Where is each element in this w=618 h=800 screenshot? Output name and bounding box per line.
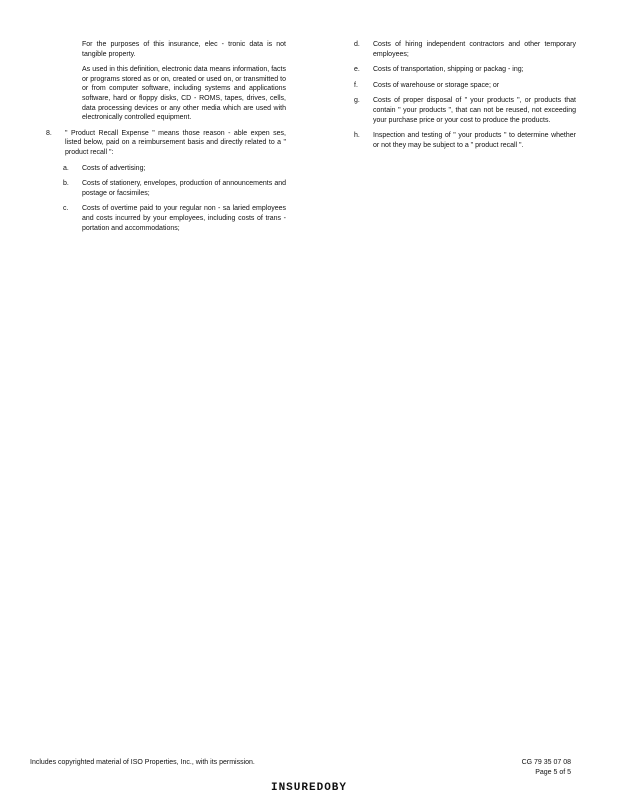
right-column xyxy=(354,40,576,156)
list-item-marker: a. xyxy=(63,164,69,172)
list-item-marker: e. xyxy=(354,66,360,74)
list-item-text: Costs of proper disposal of " your products ", or products that contain " your products ", that can not be reused, not exceeding your purchase price or your cost to produce the products. xyxy=(373,97,576,124)
footer-copyright: Includes copyrighted material of ISO Properties, Inc., with its permission. xyxy=(30,759,255,766)
intro-paragraph-2: As used in this definition, electronic data means information, facts or programs stored as or on, created or used on, or transmitted to or from computer software, including systems and applications software, hard or floppy disks, CD - ROMS, tapes, drives, cells, data processing devices or any other media which are used with electronically controlled equipment. xyxy=(82,66,286,122)
expense-list-left xyxy=(63,164,286,234)
list-item-marker: g. xyxy=(354,97,360,105)
intro-paragraph-1: For the purposes of this insurance, elec - tronic data is not tangible property. xyxy=(82,41,286,58)
list-item-marker: d. xyxy=(354,41,360,48)
list-item xyxy=(354,40,576,59)
definition-marker: 8. xyxy=(46,129,52,137)
list-item xyxy=(354,81,576,91)
list-item-marker: h. xyxy=(354,132,360,140)
list-item xyxy=(354,131,576,150)
list-item-marker: c. xyxy=(63,205,69,213)
footer-form-info xyxy=(522,758,571,778)
list-item-marker: f. xyxy=(354,81,358,89)
list-item xyxy=(354,96,576,125)
list-item xyxy=(354,65,576,75)
definition-item xyxy=(46,129,286,158)
list-item-text: Costs of warehouse or storage space; or xyxy=(373,81,500,89)
page-number: Page 5 of 5 xyxy=(535,769,571,776)
list-item-text: Costs of transportation, shipping or packag - ing; xyxy=(373,66,524,74)
list-item-marker: b. xyxy=(63,180,69,188)
list-item xyxy=(63,164,286,174)
list-item-text: Costs of overtime paid to your regular non - sa laried employees and costs incurred by your employees, including costs of trans - portation and accommodations; xyxy=(82,205,286,232)
list-item xyxy=(63,204,286,233)
watermark: INSUREDOBY xyxy=(270,782,347,794)
form-id: CG 79 35 07 08 xyxy=(521,759,571,766)
list-item-text: Costs of hiring independent contractors and other temporary employees; xyxy=(373,41,576,58)
list-item-text: Costs of stationery, envelopes, production of announcements and postage or facsimiles; xyxy=(82,180,286,197)
list-item xyxy=(63,179,286,198)
list-item-text: Costs of advertising; xyxy=(82,164,146,172)
left-column xyxy=(46,40,286,239)
list-item-text: Inspection and testing of " your products " to determine whether or not they may be subject to a " product recall ". xyxy=(373,132,576,149)
definition-text: " Product Recall Expense " means those reason - able expen ses, listed below, paid on a reimbursement basis and directly related to a " product recall ": xyxy=(65,129,286,156)
